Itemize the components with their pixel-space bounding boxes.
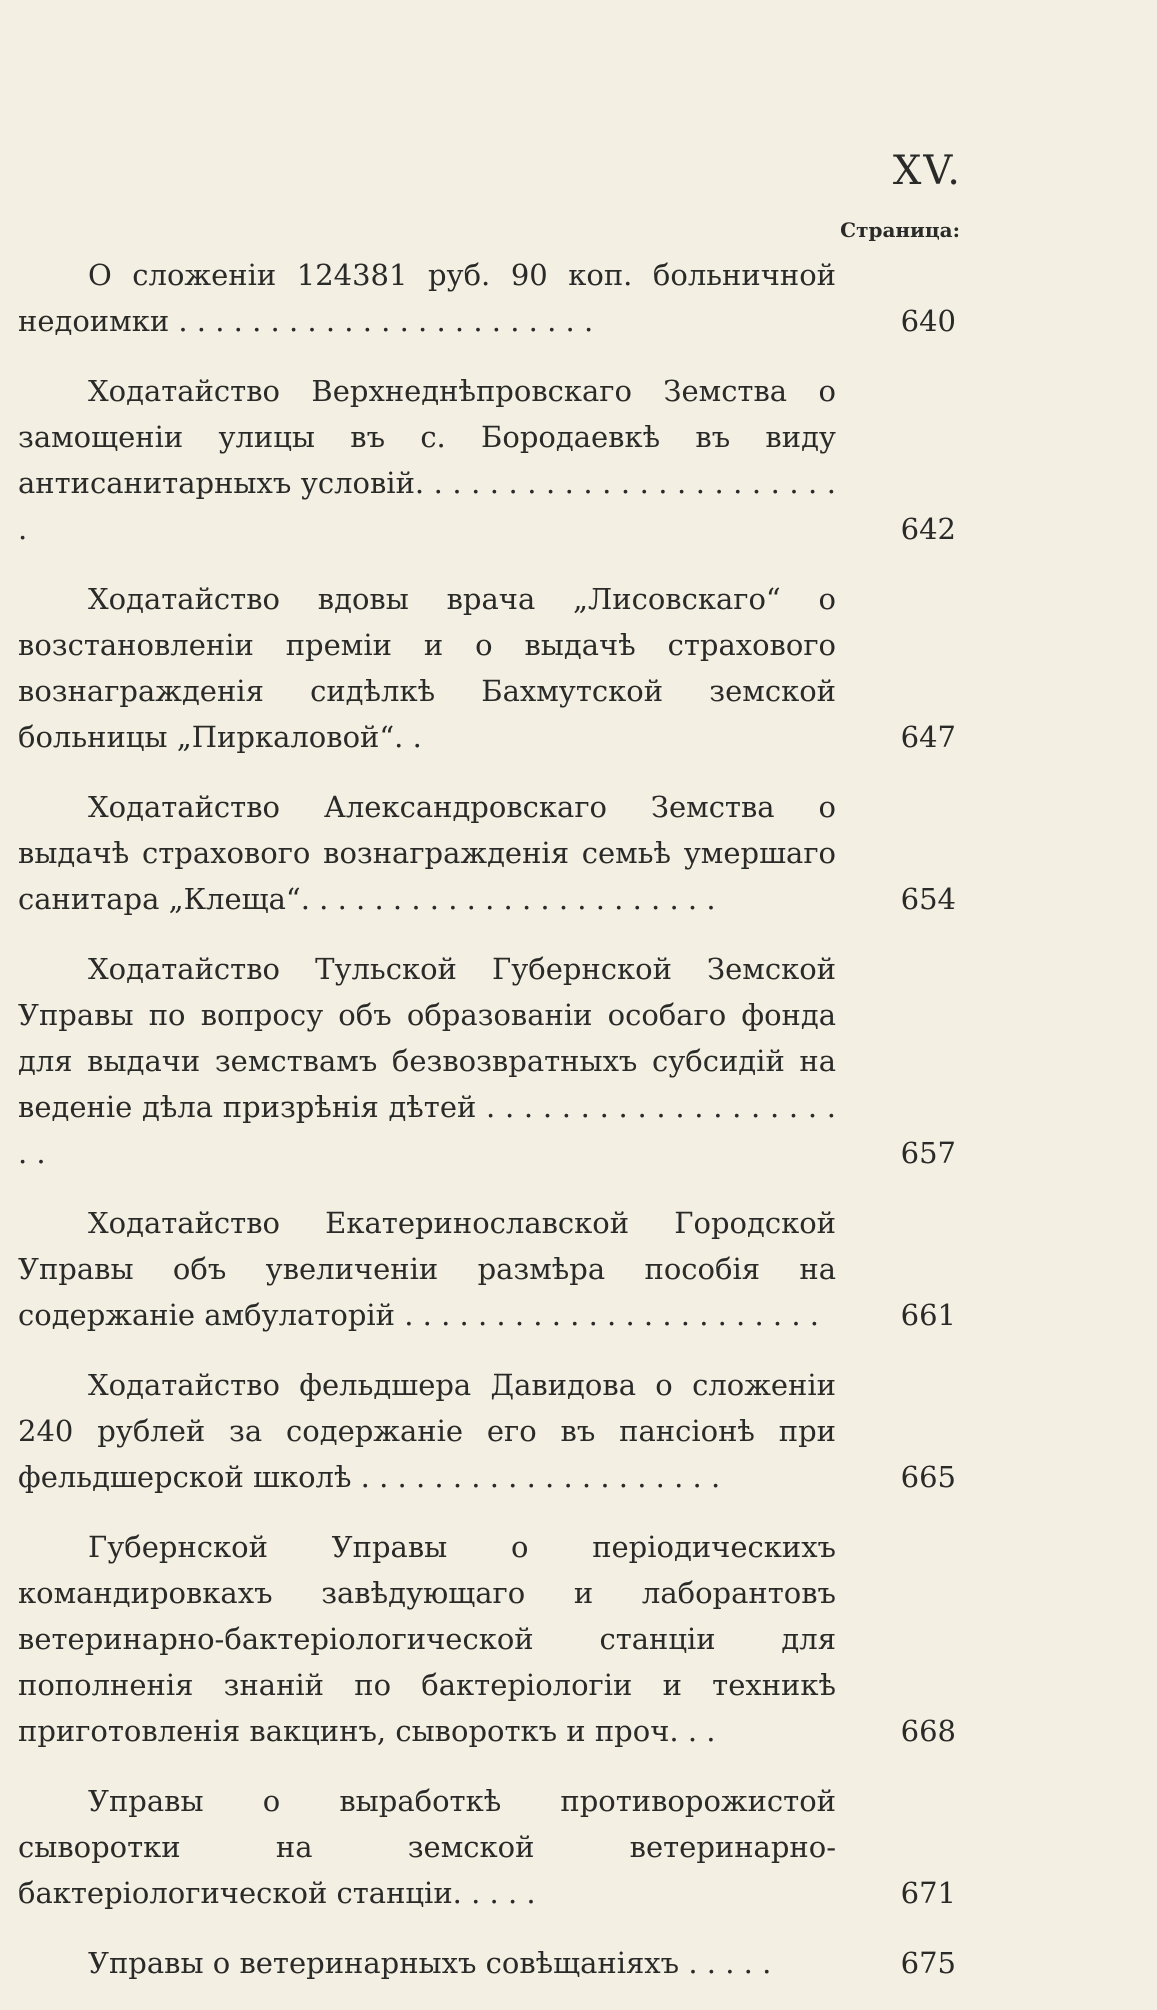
table-of-contents [18,252,956,2010]
toc-entry-text: Управы о выработкѣ противорожистой сыворотки на земской ветеринарно-бактерiологической станцiи. . . . . [18,1784,836,1910]
toc-entry [18,1200,956,1338]
toc-entry-text: О сложенiи 124381 руб. 90 коп. больничной недоимки . . . . . . . . . . . . . . . . . . . . . . . [18,258,836,338]
toc-entry [18,1362,956,1500]
toc-entry-page: 642 [900,512,956,546]
toc-entry [18,946,956,1176]
toc-entry-text: Ходатайство вдовы врача „Лисовскаго“ о возстановленiи премiи и о выдачѣ страхового вознагражденiя сидѣлкѣ Бахмутской земской больницы „Пиркаловой“. . [18,582,836,754]
toc-entry-page: 665 [900,1460,956,1494]
toc-entry-page: 661 [900,1298,956,1332]
toc-entry [18,1524,956,1754]
toc-entry [18,252,956,344]
page-column-label: Страница: [840,218,960,242]
toc-entry-page: 657 [900,1136,956,1170]
toc-entry-page: 654 [900,882,956,916]
toc-entry-page: 671 [900,1876,956,1910]
toc-entry [18,1940,956,1986]
toc-entry-text: Губернской Управы о перiодическихъ командировкахъ завѣдующаго и лаборантовъ ветеринарно-бактерiологической станцiи для пополненiя знанiй по бактерiологiи и техникѣ приготовленiя вакцинъ, сывороткъ и проч. . . [18,1530,836,1748]
toc-entry-text: Ходатайство Тульской Губернской Земской Управы по вопросу объ образованiи особаго фонда для выдачи земствамъ безвозвратныхъ субсидiй на веденiе дѣла призрѣнiя дѣтей . . . . . . . . . . . . . . . . . . . . . [18,952,836,1170]
toc-entry-page: 647 [900,720,956,754]
toc-entry-text: Ходатайство Екатеринославской Городской Управы объ увеличенiи размѣра пособiя на содержанiе амбулаторiй . . . . . . . . . . . . . . . . . . . . . . . [18,1206,836,1332]
toc-entry [18,368,956,552]
toc-entry [18,1778,956,1916]
toc-entry-page: 675 [900,1946,956,1980]
toc-entry-text: Управы о ветеринарныхъ совѣщанiяхъ . . . . . [88,1946,772,1980]
page-number: XV. [892,148,962,194]
toc-entry-text: Ходатайство Верхнеднѣпровскаго Земства о замощенiи улицы въ с. Бородаевкѣ въ виду антисанитарныхъ условiй. . . . . . . . . . . . . . . . . . . . . . . . [18,374,836,546]
toc-entry [18,784,956,922]
toc-entry-text: Ходатайство фельдшера Давидова о сложенiи 240 рублей за содержанiе его въ пансiонѣ при фельдшерской школѣ . . . . . . . . . . . . . . . . . . . . [18,1368,836,1494]
toc-entry-text: Ходатайство Александровскаго Земства о выдачѣ страхового вознагражденiя семьѣ умершаго санитара „Клеща“. . . . . . . . . . . . . . . . . . . . . . . [18,790,836,916]
toc-entry-page: 640 [900,304,956,338]
toc-entry-page: 668 [900,1714,956,1748]
toc-entry [18,576,956,760]
